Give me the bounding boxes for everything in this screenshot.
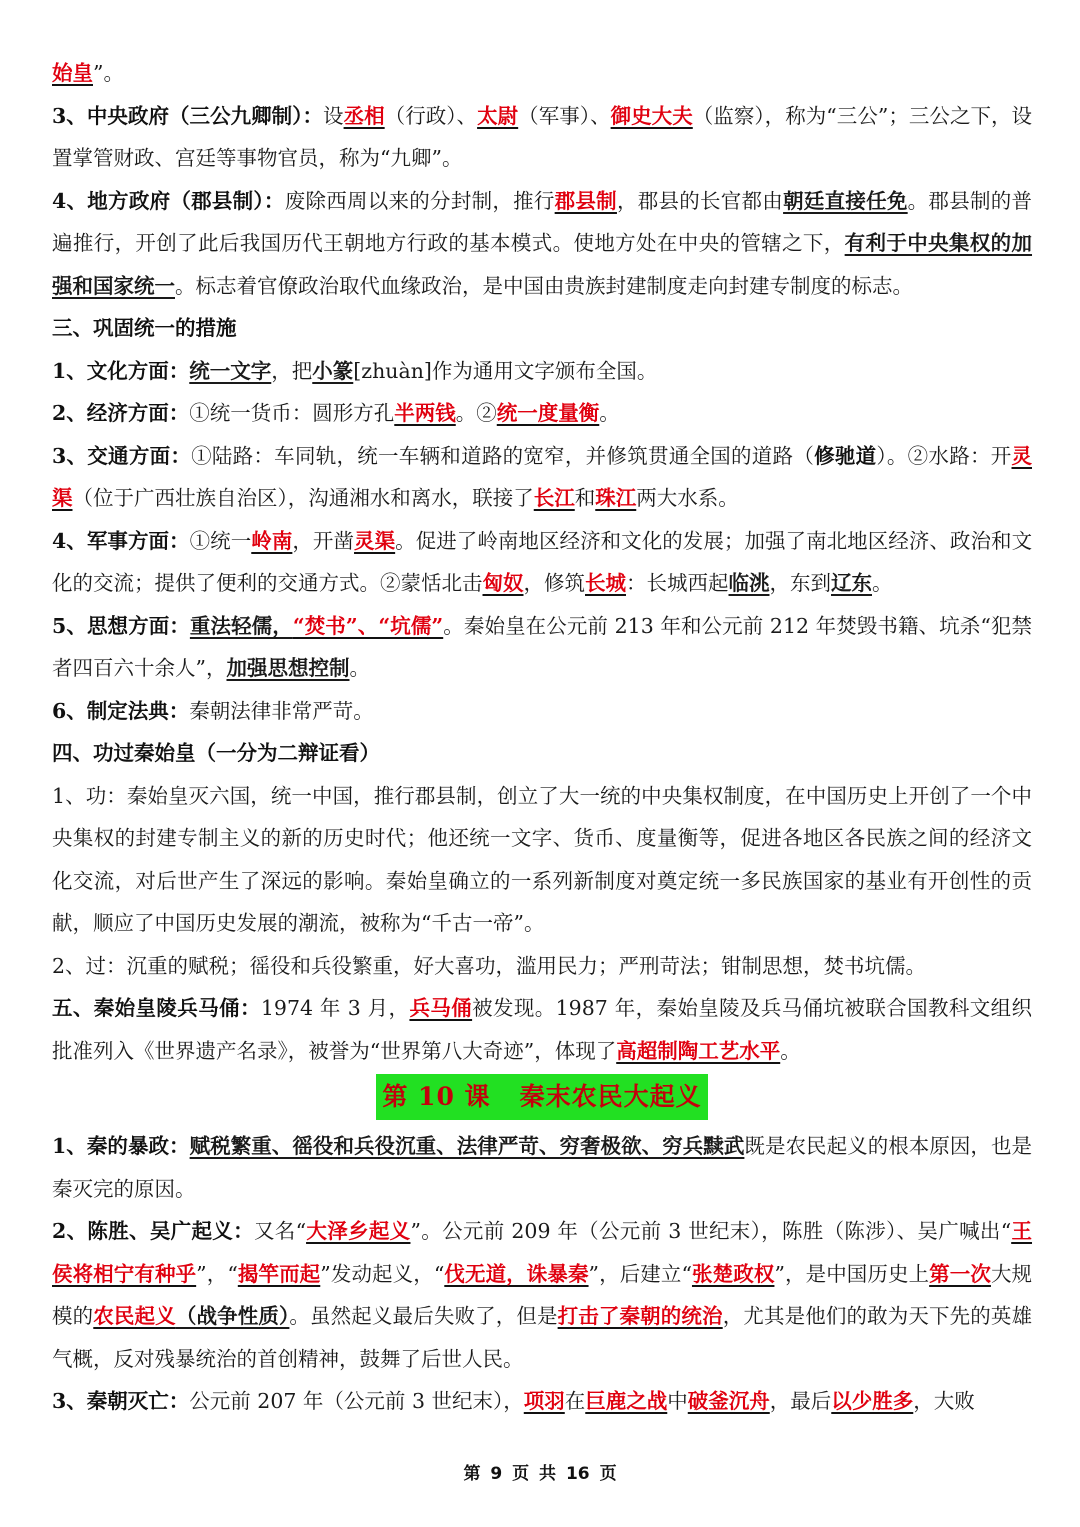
lesson-heading-container [52, 1074, 1032, 1122]
text: 。虽然起义最后失败了，但是 [289, 1304, 558, 1328]
item-label: 1、文化方面： [52, 358, 190, 383]
paragraph-thought [52, 605, 1032, 690]
paragraph-economy [52, 392, 1032, 435]
footer-word: 页 [599, 1464, 617, 1484]
section-label: 五、秦始皇陵兵马俑： [52, 996, 261, 1020]
underlined-term: 赋税繁重、徭役和兵役沉重、法律严苛、穷奢极欲、穷兵黩武 [189, 1134, 745, 1158]
text: 1974 年 3 月， [260, 996, 410, 1020]
text: ，郡县的长官都由 [616, 188, 784, 213]
highlight-term: 项羽 [523, 1389, 565, 1413]
highlight-term: 张楚政权 [691, 1261, 775, 1286]
page-footer [0, 1462, 1080, 1486]
text: 。 [780, 1038, 801, 1063]
text: ，开凿 [292, 528, 355, 553]
highlight-term: 匈奴 [482, 571, 524, 595]
paragraph-terracotta [52, 987, 1032, 1072]
text: （军事）、 [518, 103, 611, 128]
text: ，把 [271, 358, 313, 383]
text: ①统一货币：圆形方孔 [189, 401, 395, 425]
section-heading-consolidation: 三、巩固统一的措施 [52, 316, 237, 340]
lesson-heading: 第 10 课 秦末农民大起义 [376, 1074, 707, 1120]
highlight-term: 长城 [585, 571, 626, 595]
underlined-term: 统一文字 [189, 358, 272, 383]
text: 秦朝法律非常严苛。 [189, 698, 374, 723]
text: ：长城西起 [626, 571, 729, 595]
text: [zhuàn]作为通用文字颁布全国。 [353, 358, 658, 383]
bold-term: 修驰道 [814, 443, 877, 468]
text: 。 [872, 571, 893, 595]
highlight-term: 灵渠 [354, 528, 396, 553]
highlight-term: 伐无道，诛暴秦 [444, 1261, 589, 1286]
underlined-term: 重法轻儒， [189, 613, 293, 638]
highlight-term: 长江 [533, 486, 575, 510]
section-heading-merits: 四、功过秦始皇（一分为二辩证看） [52, 741, 380, 765]
item-label: 3、中央政府（三公九卿制）： [52, 103, 324, 128]
paragraph-local-government [52, 180, 1032, 308]
text: 。秦始皇在公元前 213 年和公元前 212 年焚毁书籍、坑杀“犯禁者四百六十余人”， [52, 613, 1032, 680]
text: 。郡县制的普遍推行，开创了此后我国历代王朝地方行政的基本模式。使地方处在中央的管辖之下， [52, 188, 1032, 255]
text: 废除西周以来的分封制，推行 [284, 188, 555, 213]
text: （位于广西壮族自治区），沟通湘水和离水，联接了 [72, 486, 534, 510]
highlight-term: “焚书”、“坑儒” [292, 613, 444, 638]
footer-word: 共 [539, 1464, 557, 1484]
highlight-term: 郡县制 [554, 188, 617, 213]
paragraph-law [52, 690, 1032, 733]
highlight-term: 太尉 [477, 103, 519, 128]
paragraph-tyranny [52, 1125, 1032, 1210]
text: ，东到 [769, 571, 831, 595]
highlight-term: 御史大夫 [610, 103, 693, 128]
text: 。② [455, 401, 497, 425]
underlined-term: （战争性质） [175, 1304, 290, 1328]
highlight-term: 大泽乡起义 [306, 1219, 411, 1243]
underlined-term: 辽东 [831, 571, 872, 595]
text: 。 [349, 656, 370, 680]
page-total: 16 [565, 1464, 590, 1484]
text: （监察），称为“三公”；三公之下，设置掌管财政、宫廷等事物官员，称为“九卿”。 [52, 103, 1033, 170]
text: ”发动起义，“ [320, 1261, 445, 1286]
paragraph-merits: 1、功：秦始皇灭六国，统一中国，推行郡县制，创立了大一统的中央集权制度，在中国历史上开创了一个中央集权的封建专制主义的新的历史时代；他还统一文字、货币、度量衡等，促进各地区各民族之间的经济文化交流，对后世产生了深远的影响。秦始皇确立的一系列新制度对奠定统一多民族国家的基业有开创性的贡献，顺应了中国历史发展的潮流，被称为“千古一帝”。 [52, 783, 1032, 935]
underlined-term: 朝廷直接任免 [783, 188, 908, 213]
highlight-term: 第一次 [929, 1261, 991, 1286]
text: 中 [667, 1389, 688, 1413]
text: ”，是中国历史上 [774, 1261, 930, 1286]
text: ，尤其是他们的敢为天下先的英雄气概，反对残暴统治的首创精神，鼓舞了后世人民。 [52, 1304, 1033, 1371]
text: ①统一 [189, 528, 252, 553]
underlined-term: 有利于中央集权的加强和国家统一 [52, 231, 1033, 298]
paragraph-qin-fall [52, 1380, 1032, 1423]
item-label: 2、陈胜、吴广起义： [52, 1219, 254, 1243]
highlight-term: 始皇 [52, 61, 93, 85]
highlight-term: 王侯将相宁有种乎 [52, 1219, 1033, 1286]
text: ，修筑 [523, 571, 585, 595]
highlight-term: 以少胜多 [831, 1389, 914, 1413]
highlight-term: 半两钱 [394, 401, 456, 425]
text: 公元前 207 年（公元前 3 世纪末）， [189, 1389, 524, 1413]
highlight-term: 农民起义 [93, 1304, 176, 1328]
document-body [52, 52, 1032, 1423]
text: 。标志着官僚政治取代血缘政治，是中国由贵族封建制度走向封建专制度的标志。 [175, 273, 913, 298]
item-label: 3、秦朝灭亡： [52, 1389, 190, 1413]
paragraph-faults: 2、过：沉重的赋税；徭役和兵役繁重，好大喜功，滥用民力；严刑苛法；钳制思想，焚书坑儒。 [52, 953, 927, 978]
text: ”。公元前 209 年（公元前 3 世纪末），陈胜（陈涉）、吴广喊出“ [410, 1219, 1012, 1243]
text: 又名“ [253, 1219, 307, 1243]
text: ，最后 [769, 1389, 832, 1413]
highlight-term: 丞相 [343, 103, 385, 128]
underlined-term: 小篆 [312, 358, 354, 383]
highlight-term: 破釜沉舟 [687, 1389, 770, 1413]
footer-word: 第 [463, 1464, 481, 1484]
highlight-term: 岭南 [251, 528, 293, 553]
text: ”，后建立“ [588, 1261, 692, 1286]
text: 两大水系。 [636, 486, 739, 510]
text: 设 [323, 103, 344, 128]
text: ①陆路：车同轨，统一车辆和道路的宽窄，并修筑贯通全国的道路（ [191, 443, 815, 468]
paragraph-central-government [52, 95, 1032, 180]
item-label: 5、思想方面： [52, 613, 190, 638]
text: ”。 [93, 61, 124, 85]
paragraph-uprising [52, 1210, 1032, 1380]
footer-word: 页 [512, 1464, 530, 1484]
highlight-term: 打击了秦朝的统治 [557, 1304, 723, 1328]
text: 。 [599, 401, 620, 425]
text: 在 [564, 1389, 586, 1413]
item-label: 4、地方政府（郡县制）： [52, 188, 285, 213]
paragraph-top-fragment [52, 52, 1032, 95]
page-number: 9 [490, 1464, 503, 1484]
text: ，大败 [913, 1389, 975, 1413]
item-label: 1、秦的暴政： [52, 1134, 190, 1158]
text: 大规模的 [52, 1261, 1033, 1328]
highlight-term: 巨鹿之战 [585, 1389, 668, 1413]
paragraph-transport [52, 435, 1032, 520]
text: （行政）、 [384, 103, 478, 128]
paragraph-military [52, 520, 1032, 605]
item-label: 2、经济方面： [52, 401, 190, 425]
highlight-term: 灵渠 [52, 443, 1032, 510]
highlight-term: 高超制陶工艺水平 [616, 1038, 781, 1063]
highlight-term: 揭竿而起 [237, 1261, 321, 1286]
highlight-term: 珠江 [595, 486, 637, 510]
underlined-term: 加强思想控制 [226, 656, 350, 680]
highlight-term: 兵马俑 [409, 996, 473, 1020]
text: ”，“ [196, 1261, 238, 1286]
text: 和 [574, 486, 596, 510]
text: 既是农民起义的根本原因，也是秦灭完的原因。 [52, 1134, 1033, 1201]
highlight-term: 统一度量衡 [496, 401, 600, 425]
item-label: 6、制定法典： [52, 698, 190, 723]
item-label: 4、军事方面： [52, 528, 190, 553]
text: ）。②水路：开 [876, 443, 1012, 468]
item-label: 3、交通方面： [52, 443, 192, 468]
text: 被发现。1987 年，秦始皇陵及兵马俑坑被联合国教科文组织批准列入《世界遗产名录》，被誉为“世界第八大奇迹”，体现了 [52, 996, 1033, 1063]
underlined-term: 临洮 [728, 571, 770, 595]
paragraph-culture [52, 350, 1032, 393]
text: 。促进了岭南地区经济和文化的发展；加强了南北地区经济、政治和文化的交流；提供了便利的交通方式。②蒙恬北击 [52, 528, 1033, 595]
